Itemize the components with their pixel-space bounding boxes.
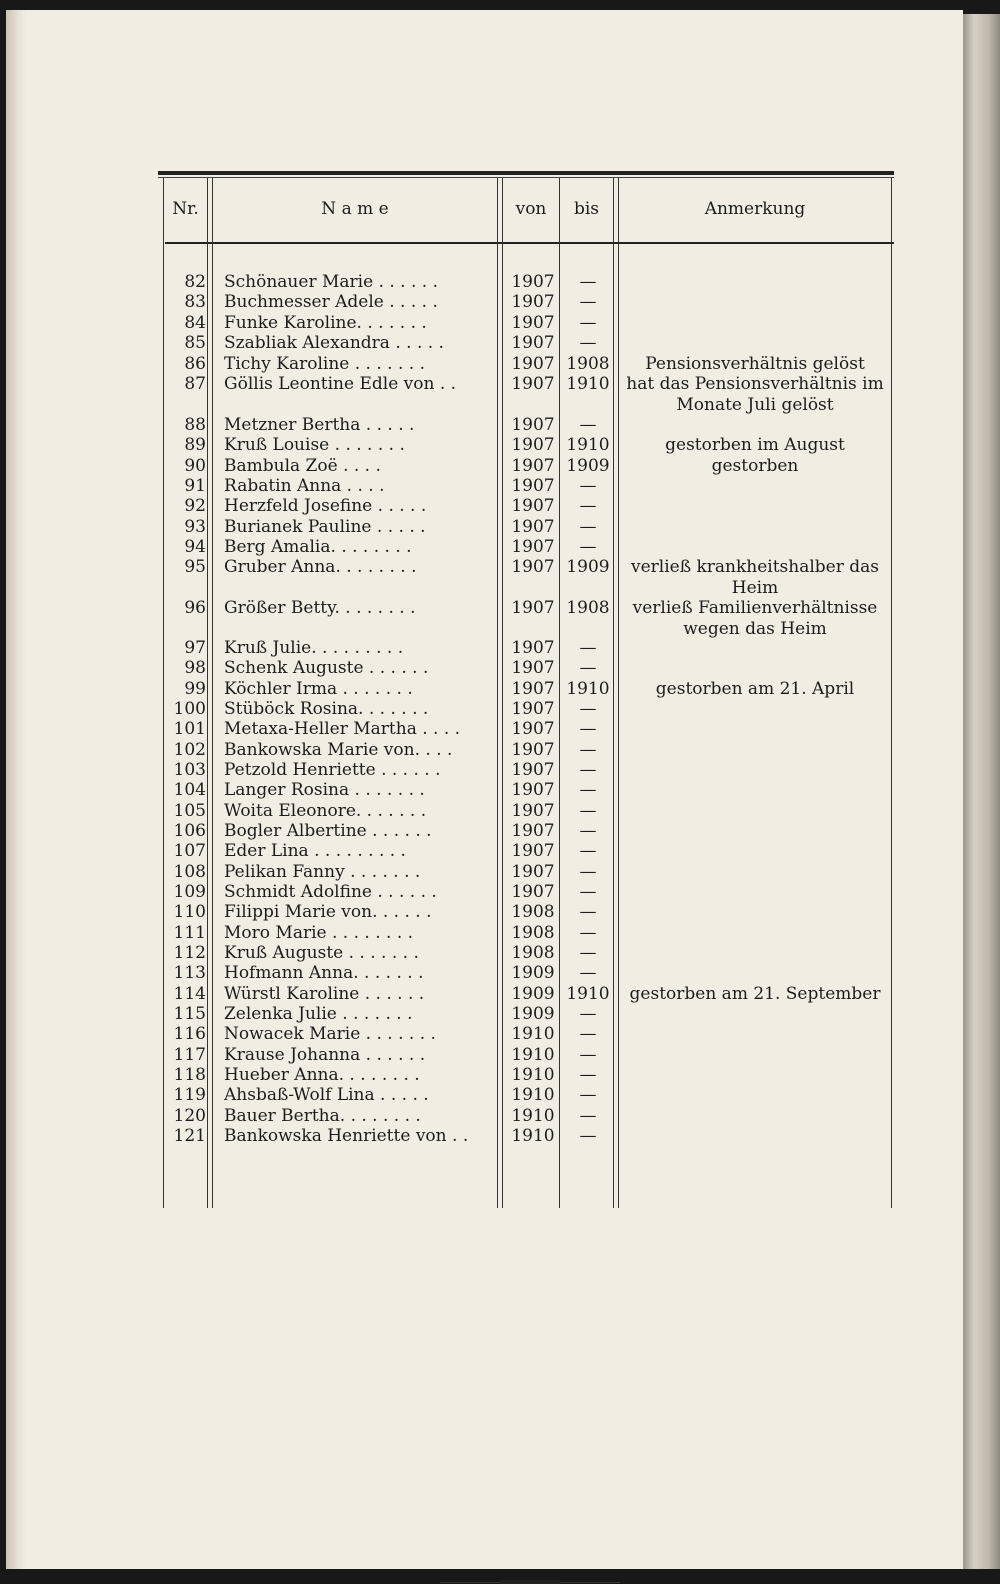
- cell-von: 1907: [511, 476, 555, 496]
- table-row: [0, 801, 1000, 821]
- cell-name: Krause Johanna . . . . . .: [224, 1045, 426, 1065]
- cell-nr: 99: [184, 679, 206, 699]
- header-nr: Nr.: [172, 199, 199, 219]
- table-row: [0, 760, 1000, 780]
- cell-bis: 1910: [566, 679, 610, 699]
- cell-bis: 1910: [566, 984, 610, 1004]
- cell-bis: —: [579, 760, 597, 780]
- table-row: [0, 821, 1000, 841]
- header-note: Anmerkung: [704, 199, 806, 219]
- cell-bis: —: [579, 517, 597, 537]
- cell-bis: —: [579, 821, 597, 841]
- cell-bis: 1910: [566, 435, 610, 455]
- cell-name: Nowacek Marie . . . . . . .: [224, 1024, 436, 1044]
- cell-name: Filippi Marie von. . . . . .: [224, 902, 432, 922]
- cell-name: Bankowska Marie von. . . .: [224, 740, 453, 760]
- cell-name: Buchmesser Adele . . . . .: [224, 292, 438, 312]
- cell-bis: —: [579, 1126, 597, 1146]
- cell-nr: 103: [173, 760, 206, 780]
- table-row: [0, 598, 1000, 639]
- cell-name: Langer Rosina . . . . . . .: [224, 780, 425, 800]
- table-row: [0, 354, 1000, 374]
- cell-bis: —: [579, 1085, 597, 1105]
- cell-von: 1909: [511, 1004, 555, 1024]
- cell-von: 1910: [511, 1024, 555, 1044]
- table-top-rule: [158, 171, 894, 175]
- cell-von: 1907: [511, 638, 555, 658]
- table-row: [0, 1065, 1000, 1085]
- cell-bis: —: [579, 1004, 597, 1024]
- cell-von: 1908: [511, 902, 555, 922]
- cell-von: 1907: [511, 456, 555, 476]
- cell-bis: —: [579, 719, 597, 739]
- cell-von: 1907: [511, 313, 555, 333]
- cell-nr: 118: [173, 1065, 206, 1085]
- cell-nr: 102: [173, 740, 206, 760]
- cell-von: 1907: [511, 354, 555, 374]
- table-row: [0, 476, 1000, 496]
- cell-nr: 116: [173, 1024, 206, 1044]
- table-row: [0, 1024, 1000, 1044]
- table-row: [0, 313, 1000, 333]
- cell-note: [622, 1045, 888, 1065]
- cell-bis: —: [579, 292, 597, 312]
- header-name: N a m e: [321, 199, 389, 219]
- cell-note: [622, 699, 888, 719]
- cell-von: 1907: [511, 496, 555, 516]
- cell-von: 1907: [511, 537, 555, 557]
- cell-note: [622, 740, 888, 760]
- cell-note: [622, 902, 888, 922]
- cell-nr: 107: [173, 841, 206, 861]
- header-bis: bis: [573, 199, 600, 219]
- cell-name: Hofmann Anna. . . . . . .: [224, 963, 424, 983]
- cell-nr: 112: [173, 943, 206, 963]
- cell-note: gestorben am 21. April: [655, 679, 855, 699]
- cell-von: 1907: [511, 760, 555, 780]
- table-row: [0, 862, 1000, 882]
- cell-name: Würstl Karoline . . . . . .: [224, 984, 425, 1004]
- table-row: [0, 517, 1000, 537]
- cell-bis: —: [579, 415, 597, 435]
- cell-note: [622, 496, 888, 516]
- cell-nr: 92: [184, 496, 206, 516]
- cell-von: 1907: [511, 598, 555, 618]
- cell-bis: —: [579, 1106, 597, 1126]
- cell-name: Eder Lina . . . . . . . . .: [224, 841, 406, 861]
- cell-name: Schenk Auguste . . . . . .: [224, 658, 429, 678]
- cell-note: [622, 537, 888, 557]
- cell-name: Hueber Anna. . . . . . . .: [224, 1065, 420, 1085]
- cell-von: 1907: [511, 333, 555, 353]
- cell-nr: 106: [173, 821, 206, 841]
- cell-name: Bankowska Henriette von . .: [224, 1126, 469, 1146]
- table-row: [0, 719, 1000, 739]
- cell-bis: —: [579, 313, 597, 333]
- cell-name: Gruber Anna. . . . . . . .: [224, 557, 417, 577]
- table-row: [0, 1045, 1000, 1065]
- cell-note: [622, 841, 888, 861]
- table-row: [0, 557, 1000, 598]
- cell-bis: —: [579, 780, 597, 800]
- table-row: [0, 537, 1000, 557]
- cell-von: 1907: [511, 292, 555, 312]
- table-top-rule-thin: [158, 177, 894, 178]
- cell-bis: —: [579, 1024, 597, 1044]
- cell-von: 1909: [511, 963, 555, 983]
- footer-rule-thick: [500, 1580, 560, 1584]
- cell-bis: —: [579, 801, 597, 821]
- cell-nr: 100: [173, 699, 206, 719]
- cell-von: 1908: [511, 943, 555, 963]
- table-row: [0, 496, 1000, 516]
- cell-nr: 105: [173, 801, 206, 821]
- table-row: [0, 699, 1000, 719]
- cell-von: 1907: [511, 882, 555, 902]
- table-row: [0, 740, 1000, 760]
- cell-von: 1907: [511, 740, 555, 760]
- cell-bis: —: [579, 882, 597, 902]
- cell-von: 1910: [511, 1126, 555, 1146]
- table-row: [0, 943, 1000, 963]
- cell-name: Schönauer Marie . . . . . .: [224, 272, 438, 292]
- cell-name: Kruß Auguste . . . . . . .: [224, 943, 419, 963]
- cell-nr: 95: [184, 557, 206, 577]
- cell-bis: 1909: [566, 557, 610, 577]
- cell-von: 1907: [511, 415, 555, 435]
- cell-name: Bogler Albertine . . . . . .: [224, 821, 432, 841]
- cell-bis: —: [579, 537, 597, 557]
- cell-note: [622, 821, 888, 841]
- cell-von: 1907: [511, 658, 555, 678]
- cell-note: [622, 1004, 888, 1024]
- cell-von: 1908: [511, 923, 555, 943]
- cell-name: Stüböck Rosina. . . . . . .: [224, 699, 429, 719]
- cell-nr: 96: [184, 598, 206, 618]
- cell-nr: 94: [184, 537, 206, 557]
- table-row: [0, 1085, 1000, 1105]
- cell-note: [622, 801, 888, 821]
- cell-name: Woita Eleonore. . . . . . .: [224, 801, 427, 821]
- cell-nr: 89: [184, 435, 206, 455]
- cell-bis: —: [579, 658, 597, 678]
- table-row: [0, 1106, 1000, 1126]
- cell-bis: —: [579, 902, 597, 922]
- cell-note: [622, 719, 888, 739]
- cell-von: 1907: [511, 841, 555, 861]
- cell-nr: 90: [184, 456, 206, 476]
- cell-bis: —: [579, 272, 597, 292]
- cell-nr: 85: [184, 333, 206, 353]
- cell-name: Moro Marie . . . . . . . .: [224, 923, 414, 943]
- cell-note: [622, 1085, 888, 1105]
- cell-nr: 108: [173, 862, 206, 882]
- cell-note: [622, 292, 888, 312]
- cell-note: [622, 760, 888, 780]
- cell-name: Petzold Henriette . . . . . .: [224, 760, 441, 780]
- cell-bis: —: [579, 841, 597, 861]
- cell-nr: 91: [184, 476, 206, 496]
- cell-note: gestorben im August: [665, 435, 845, 455]
- cell-nr: 117: [173, 1045, 206, 1065]
- cell-von: 1907: [511, 557, 555, 577]
- cell-nr: 101: [173, 719, 206, 739]
- cell-bis: —: [579, 699, 597, 719]
- table-row: [0, 333, 1000, 353]
- cell-von: 1907: [511, 719, 555, 739]
- cell-note: [622, 333, 888, 353]
- cell-bis: —: [579, 862, 597, 882]
- cell-name: Metzner Bertha . . . . .: [224, 415, 415, 435]
- cell-note: [622, 1126, 888, 1146]
- cell-von: 1907: [511, 374, 555, 394]
- table-row: [0, 882, 1000, 902]
- cell-name: Pelikan Fanny . . . . . . .: [224, 862, 421, 882]
- cell-nr: 104: [173, 780, 206, 800]
- cell-note: [622, 923, 888, 943]
- cell-von: 1907: [511, 435, 555, 455]
- cell-note: [622, 780, 888, 800]
- cell-von: 1910: [511, 1045, 555, 1065]
- table-row: [0, 374, 1000, 415]
- cell-name: Zelenka Julie . . . . . . .: [224, 1004, 413, 1024]
- cell-nr: 98: [184, 658, 206, 678]
- cell-nr: 110: [173, 902, 206, 922]
- table-row: [0, 456, 1000, 476]
- cell-note: [622, 882, 888, 902]
- cell-note: [622, 1106, 888, 1126]
- cell-note: [622, 415, 888, 435]
- cell-bis: 1910: [566, 374, 610, 394]
- cell-von: 1907: [511, 862, 555, 882]
- cell-note: verließ krankheitshalber das Heim: [630, 557, 880, 598]
- cell-name: Burianek Pauline . . . . .: [224, 517, 426, 537]
- cell-bis: —: [579, 1065, 597, 1085]
- cell-von: 1907: [511, 272, 555, 292]
- cell-note: gestorben am 21. September: [629, 984, 881, 1004]
- cell-nr: 82: [184, 272, 206, 292]
- cell-von: 1907: [511, 780, 555, 800]
- cell-note: [622, 517, 888, 537]
- cell-nr: 86: [184, 354, 206, 374]
- cell-nr: 121: [173, 1126, 206, 1146]
- cell-von: 1910: [511, 1085, 555, 1105]
- cell-nr: 84: [184, 313, 206, 333]
- cell-name: Köchler Irma . . . . . . .: [224, 679, 413, 699]
- cell-nr: 109: [173, 882, 206, 902]
- cell-nr: 87: [184, 374, 206, 394]
- cell-name: Bambula Zoë . . . .: [224, 456, 381, 476]
- table-row: [0, 638, 1000, 658]
- cell-note: [622, 476, 888, 496]
- cell-note: [622, 1024, 888, 1044]
- cell-nr: 88: [184, 415, 206, 435]
- cell-note: [622, 638, 888, 658]
- cell-note: [622, 1065, 888, 1085]
- table-row: [0, 984, 1000, 1004]
- cell-note: [622, 313, 888, 333]
- cell-note: verließ Familienverhältnisse wegen das Heim: [632, 598, 878, 639]
- table-row: [0, 1004, 1000, 1024]
- cell-bis: —: [579, 963, 597, 983]
- table-row: [0, 292, 1000, 312]
- table-row: [0, 780, 1000, 800]
- cell-name: Schmidt Adolfine . . . . . .: [224, 882, 437, 902]
- cell-bis: —: [579, 740, 597, 760]
- table-row: [0, 841, 1000, 861]
- cell-name: Rabatin Anna . . . .: [224, 476, 385, 496]
- cell-von: 1909: [511, 984, 555, 1004]
- cell-bis: —: [579, 943, 597, 963]
- cell-nr: 114: [173, 984, 206, 1004]
- table-row: [0, 902, 1000, 922]
- cell-bis: —: [579, 638, 597, 658]
- cell-name: Bauer Bertha. . . . . . . .: [224, 1106, 421, 1126]
- cell-nr: 97: [184, 638, 206, 658]
- cell-name: Göllis Leontine Edle von . .: [224, 374, 457, 394]
- table-row: [0, 679, 1000, 699]
- header-von: von: [515, 199, 547, 219]
- cell-nr: 115: [173, 1004, 206, 1024]
- cell-name: Szabliak Alexandra . . . . .: [224, 333, 444, 353]
- cell-bis: 1909: [566, 456, 610, 476]
- cell-note: Pensionsverhältnis gelöst: [645, 354, 865, 374]
- table-row: [0, 435, 1000, 455]
- table-row: [0, 658, 1000, 678]
- cell-note: [622, 272, 888, 292]
- cell-bis: —: [579, 1045, 597, 1065]
- cell-note: [622, 862, 888, 882]
- cell-note: [622, 943, 888, 963]
- cell-name: Größer Betty. . . . . . . .: [224, 598, 416, 618]
- cell-nr: 113: [173, 963, 206, 983]
- table-row: [0, 923, 1000, 943]
- cell-von: 1910: [511, 1065, 555, 1085]
- cell-bis: —: [579, 496, 597, 516]
- cell-bis: 1908: [566, 598, 610, 618]
- cell-name: Metaxa-Heller Martha . . . .: [224, 719, 461, 739]
- cell-note: [622, 658, 888, 678]
- header-bottom-rule: [165, 242, 894, 244]
- cell-nr: 120: [173, 1106, 206, 1126]
- cell-note: [622, 963, 888, 983]
- cell-bis: 1908: [566, 354, 610, 374]
- cell-nr: 111: [173, 923, 206, 943]
- cell-note: gestorben: [711, 456, 799, 476]
- cell-bis: —: [579, 476, 597, 496]
- cell-von: 1910: [511, 1106, 555, 1126]
- cell-name: Kruß Louise . . . . . . .: [224, 435, 405, 455]
- cell-name: Berg Amalia. . . . . . . .: [224, 537, 412, 557]
- cell-bis: —: [579, 333, 597, 353]
- cell-name: Herzfeld Josefine . . . . .: [224, 496, 427, 516]
- cell-nr: 93: [184, 517, 206, 537]
- cell-von: 1907: [511, 699, 555, 719]
- cell-von: 1907: [511, 801, 555, 821]
- cell-von: 1907: [511, 517, 555, 537]
- cell-von: 1907: [511, 821, 555, 841]
- table-row: [0, 272, 1000, 292]
- cell-note: hat das Pensionsverhältnis im Monate Juli gelöst: [626, 374, 884, 415]
- cell-von: 1907: [511, 679, 555, 699]
- table-row: [0, 1126, 1000, 1146]
- table-row: [0, 963, 1000, 983]
- cell-name: Kruß Julie. . . . . . . . .: [224, 638, 404, 658]
- cell-bis: —: [579, 923, 597, 943]
- cell-nr: 119: [173, 1085, 206, 1105]
- cell-name: Funke Karoline. . . . . . .: [224, 313, 427, 333]
- cell-name: Ahsbaß-Wolf Lina . . . . .: [224, 1085, 429, 1105]
- cell-nr: 83: [184, 292, 206, 312]
- table-row: [0, 415, 1000, 435]
- cell-name: Tichy Karoline . . . . . . .: [224, 354, 425, 374]
